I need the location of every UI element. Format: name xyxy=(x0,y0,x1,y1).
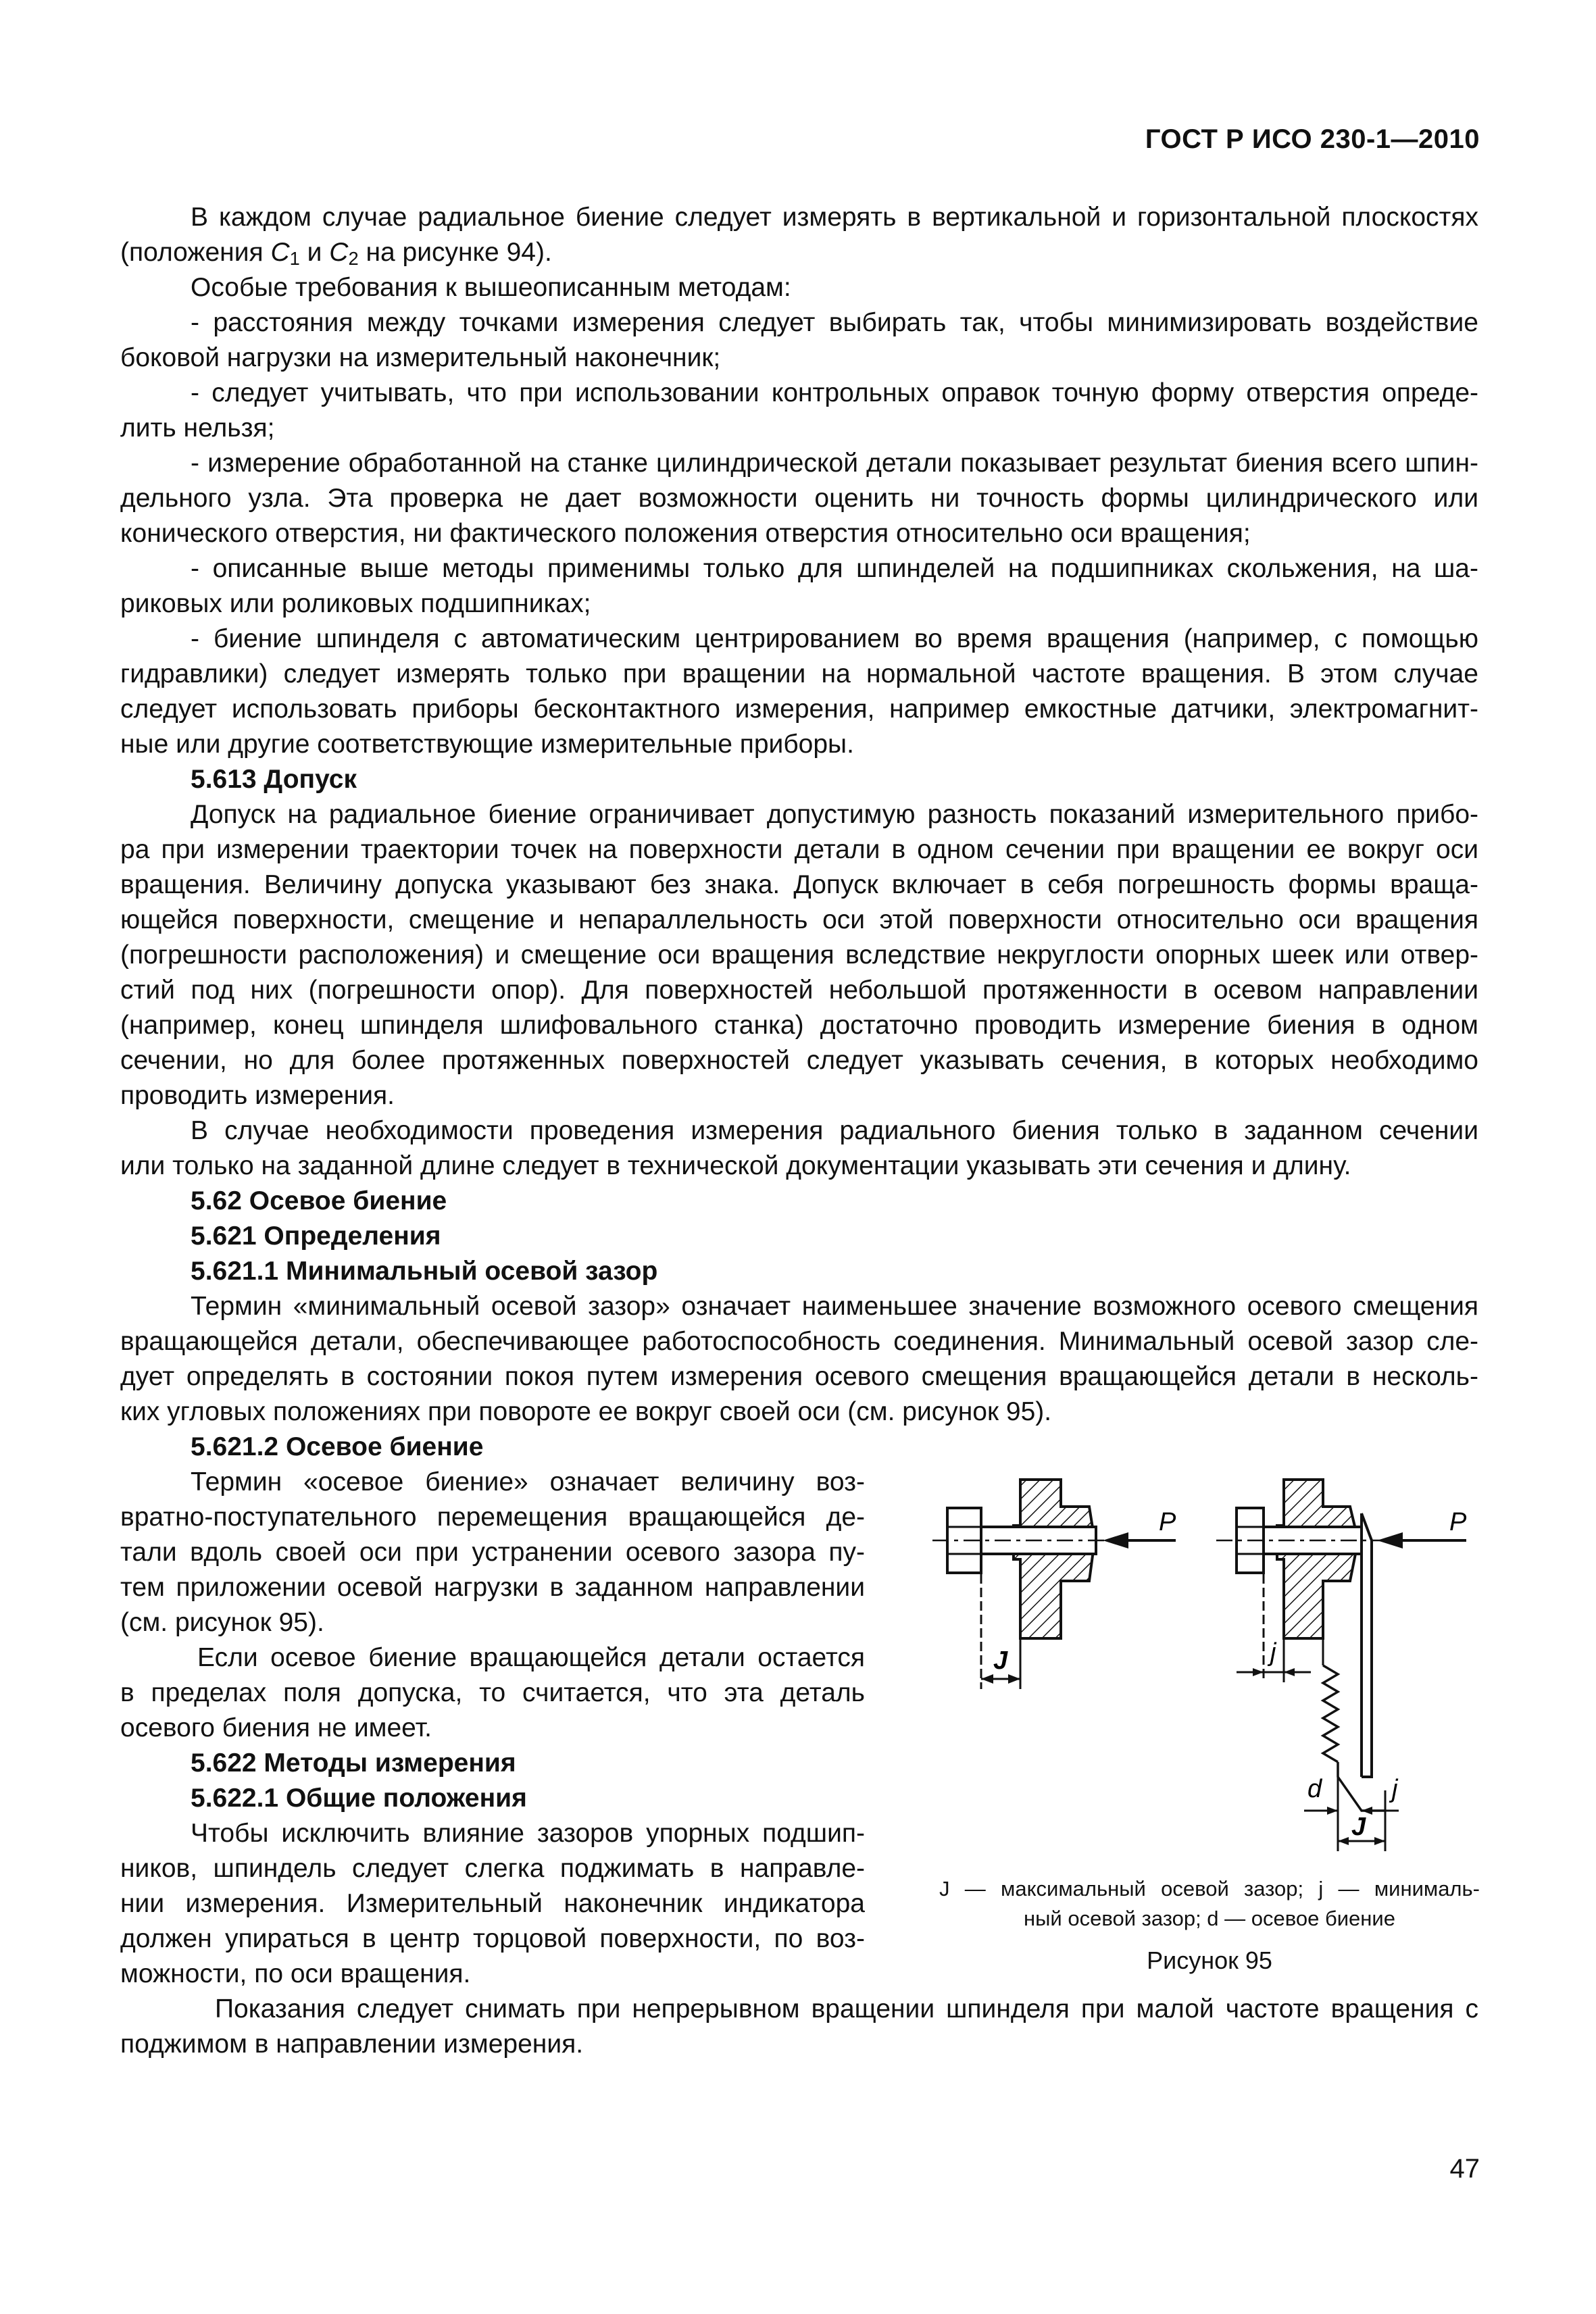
text-line: В случае необходимости проведения измерения радиального биения только в заданном сечении xyxy=(191,1116,1478,1145)
section-heading: 5.621 Определения xyxy=(191,1222,441,1251)
figure-caption-line: ный осевой зазор; d — осевое биение xyxy=(1024,1907,1395,1930)
section-heading: 5.621.2 Осевое биение xyxy=(191,1432,484,1461)
label-J-bottom: J xyxy=(1351,1813,1366,1841)
text-line: В каждом случае радиальное биение следует измерять в вертикальной и горизонтальной плоскостях xyxy=(191,203,1478,232)
text-line: вращения. Величину допуска указывают без знака. Допуск включает в себя погрешность формы враща- xyxy=(120,870,1478,899)
document-header: ГОСТ Р ИСО 230-1—2010 xyxy=(1145,124,1480,154)
text-line: тем приложении осевой нагрузки в заданном направлении xyxy=(120,1573,865,1602)
label-P-right: P xyxy=(1449,1508,1467,1536)
text-line: ких угловых положениях при повороте ее вокруг своей оси (см. рисунок 95). xyxy=(120,1397,1052,1426)
text-line: дует определять в состоянии покоя путем измерения осевого смещения вращающейся детали в несколь- xyxy=(120,1362,1478,1391)
section-heading: 5.622.1 Общие положения xyxy=(191,1784,527,1813)
text-line: риковых или роликовых подшипниках; xyxy=(120,589,591,618)
figure-95-diagram xyxy=(926,1473,1480,1858)
label-P-left: P xyxy=(1159,1508,1176,1536)
text-line: нии измерения. Измерительный наконечник индикатора xyxy=(120,1889,865,1918)
text-line: следует использовать приборы бесконтактного измерения, например емкостные датчики, электромагнит- xyxy=(120,695,1478,724)
text-line: Допуск на радиальное биение ограничивает допустимую разность показаний измерительного прибо- xyxy=(191,800,1478,829)
text-line: вращающейся детали, обеспечивающее работоспособность соединения. Минимальный осевой зазор сле- xyxy=(120,1327,1478,1356)
page-number: 47 xyxy=(1449,2154,1480,2184)
label-d: d xyxy=(1307,1775,1322,1803)
text-line: в пределах поля допуска, то считается, что эта деталь xyxy=(120,1678,865,1707)
text-line: должен упираться в центр торцовой поверхности, по воз- xyxy=(120,1924,865,1953)
section-heading: 5.621.1 Минимальный осевой зазор xyxy=(191,1257,658,1286)
figure-title: Рисунок 95 xyxy=(1147,1946,1272,1974)
label-j-top: j xyxy=(1270,1638,1276,1667)
text-line: дельного узла. Эта проверка не дает возможности оценить ни точность формы цилиндрического или xyxy=(120,484,1478,513)
text-line: или только на заданной длине следует в технической документации указывать эти сечения и длину. xyxy=(120,1151,1351,1180)
section-heading: 5.613 Допуск xyxy=(191,765,357,794)
text-line: ющейся поверхности, смещение и непараллельность оси этой поверхности относительно оси вращения xyxy=(120,905,1478,934)
text-line: - следует учитывать, что при использовании контрольных оправок точную форму отверстия опреде- xyxy=(191,378,1478,407)
text-line: (погрешности расположения) и смещение оси вращения вследствие некруглости опорных шеек или отвер- xyxy=(120,940,1478,970)
text-line: стий под них (погрешности опор). Для поверхностей небольшой протяженности в осевом направлении xyxy=(120,976,1478,1005)
text-line: Термин «минимальный осевой зазор» означает наименьшее значение возможного осевого смещения xyxy=(191,1292,1478,1321)
text-line: тали вдоль своей оси при устранении осевого зазора пу- xyxy=(120,1538,865,1567)
text-line: Показания следует снимать при непрерывном вращении шпинделя при малой частоте вращения с xyxy=(215,1994,1478,2023)
text-line: - биение шпинделя с автоматическим центрированием во время вращения (например, с помощью xyxy=(191,624,1478,653)
text-line: ра при измерении траектории точек на поверхности детали в одном сечении при вращении ее вокруг оси xyxy=(120,835,1478,864)
text-line: конического отверстия, ни фактического положения отверстия относительно оси вращения; xyxy=(120,519,1251,548)
text-line: боковой нагрузки на измерительный наконечник; xyxy=(120,343,721,372)
text-line: (см. рисунок 95). xyxy=(120,1608,324,1637)
text-line: ников, шпиндель следует слегка поджимать в направле- xyxy=(120,1854,865,1883)
text-line: вратно-поступательного перемещения вращающейся де- xyxy=(120,1503,865,1532)
text-line: сечении, но для более протяженных поверхностей следует указывать сечения, в которых необходимо xyxy=(120,1046,1478,1075)
section-heading: 5.622 Методы измерения xyxy=(191,1749,516,1778)
text-line: лить нельзя; xyxy=(120,413,275,443)
text-line: проводить измерения. xyxy=(120,1081,395,1110)
label-J-left: J xyxy=(993,1646,1008,1675)
text-line: ные или другие соответствующие измерительные приборы. xyxy=(120,730,854,759)
text-line: Если осевое биение вращающейся детали остается xyxy=(197,1643,865,1672)
text-line: - расстояния между точками измерения следует выбирать так, чтобы минимизировать воздействие xyxy=(191,308,1478,337)
right-assembly xyxy=(1216,1480,1466,1851)
text-line: поджимом в направлении измерения. xyxy=(120,2030,584,2059)
text-line: Термин «осевое биение» означает величину воз- xyxy=(191,1467,865,1496)
left-assembly xyxy=(932,1480,1176,1689)
figure-caption-line: J — максимальный осевой зазор; j — минималь- xyxy=(939,1877,1480,1901)
text-line: (положения $C_1$ и $C_2$ на рисунке 94). xyxy=(120,238,552,269)
text-line: - измерение обработанной на станке цилиндрической детали показывает результат биения всего шпин- xyxy=(191,449,1478,478)
text-line: можности, по оси вращения. xyxy=(120,1959,471,1988)
text-line: Чтобы исключить влияние зазоров упорных подшип- xyxy=(191,1819,865,1848)
text-line: гидравлики) следует измерять только при вращении на нормальной частоте вращения. В этом случае xyxy=(120,659,1478,688)
text-line: - описанные выше методы применимы только для шпинделей на подшипниках скольжения, на ша- xyxy=(191,554,1478,583)
text-line: осевого биения не имеет. xyxy=(120,1713,432,1742)
section-heading: 5.62 Осевое биение xyxy=(191,1186,447,1215)
text-line: (например, конец шпинделя шлифовального станка) достаточно проводить измерение биения в одном xyxy=(120,1011,1478,1040)
text-line: Особые требования к вышеописанным методам: xyxy=(191,273,791,302)
label-j-bottom: j xyxy=(1392,1775,1398,1803)
